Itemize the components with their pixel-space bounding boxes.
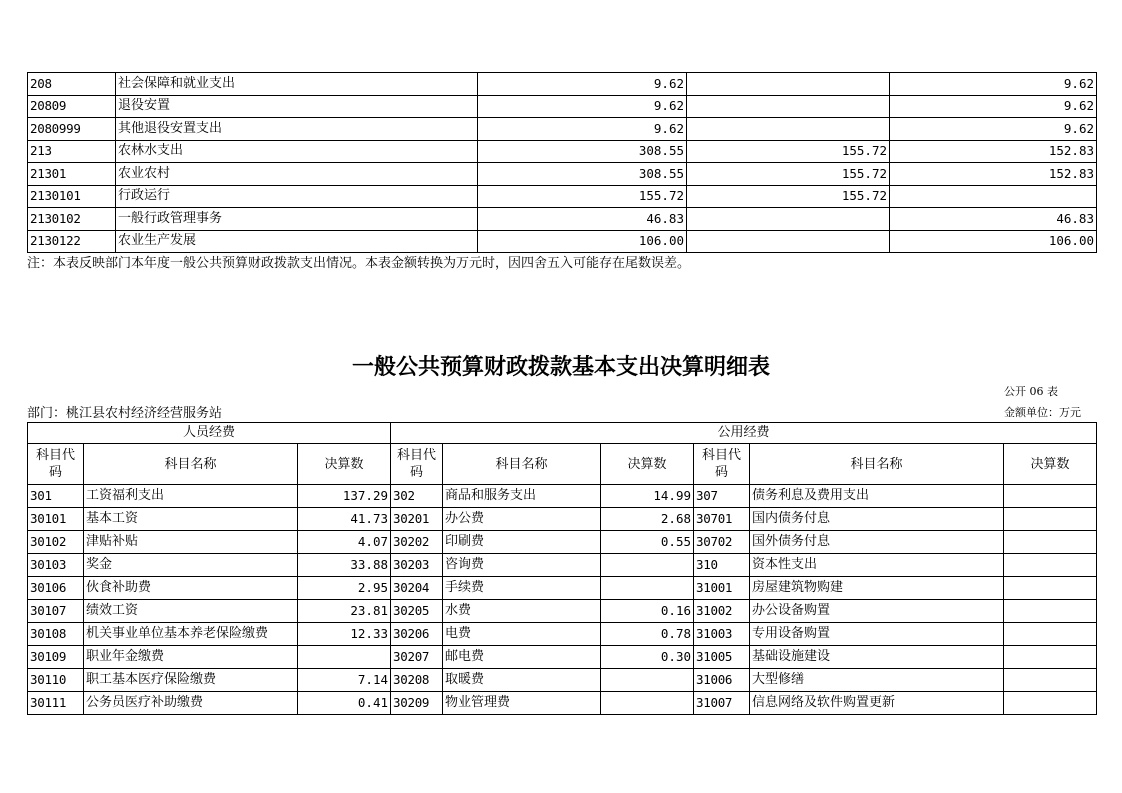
cell-goods-code: 30206 bbox=[391, 623, 443, 646]
amount-unit-label: 金额单位：万元 bbox=[1004, 406, 1081, 419]
cell-basic bbox=[687, 73, 890, 96]
cell-capital-code: 31001 bbox=[694, 577, 750, 600]
table-row bbox=[28, 531, 1097, 554]
cell-total: 106.00 bbox=[478, 230, 687, 253]
cell-goods-name: 印刷费 bbox=[443, 531, 601, 554]
cell-personnel-name: 津贴补贴 bbox=[84, 531, 298, 554]
cell-personnel-amount: 23.81 bbox=[298, 600, 391, 623]
cell-capital-code: 310 bbox=[694, 554, 750, 577]
table-row bbox=[28, 118, 1097, 141]
cell-personnel-code: 30109 bbox=[28, 646, 84, 669]
cell-capital-code: 31002 bbox=[694, 600, 750, 623]
cell-personnel-code: 30108 bbox=[28, 623, 84, 646]
cell-total: 155.72 bbox=[478, 185, 687, 208]
cell-personnel-code: 30101 bbox=[28, 508, 84, 531]
cell-goods-name: 办公费 bbox=[443, 508, 601, 531]
cell-project: 46.83 bbox=[890, 208, 1097, 231]
cell-goods-name: 物业管理费 bbox=[443, 692, 601, 715]
cell-capital-name: 国外债务付息 bbox=[750, 531, 1004, 554]
detail-table-body bbox=[28, 485, 1097, 715]
cell-capital-amount bbox=[1004, 692, 1097, 715]
cell-goods-amount: 0.30 bbox=[601, 646, 694, 669]
column-header-name: 科目名称 bbox=[443, 444, 601, 485]
cell-personnel-amount: 33.88 bbox=[298, 554, 391, 577]
cell-code: 20809 bbox=[28, 95, 116, 118]
table-row bbox=[28, 230, 1097, 253]
cell-capital-code: 31006 bbox=[694, 669, 750, 692]
cell-personnel-amount: 41.73 bbox=[298, 508, 391, 531]
table-row bbox=[28, 185, 1097, 208]
cell-code: 2130102 bbox=[28, 208, 116, 231]
cell-personnel-name: 基本工资 bbox=[84, 508, 298, 531]
cell-capital-name: 办公设备购置 bbox=[750, 600, 1004, 623]
cell-code: 213 bbox=[28, 140, 116, 163]
cell-capital-amount bbox=[1004, 600, 1097, 623]
cell-personnel-amount: 12.33 bbox=[298, 623, 391, 646]
column-header-name: 科目名称 bbox=[750, 444, 1004, 485]
column-header-amount: 决算数 bbox=[298, 444, 391, 485]
cell-goods-code: 30203 bbox=[391, 554, 443, 577]
cell-capital-name: 基础设施建设 bbox=[750, 646, 1004, 669]
cell-name: 社会保障和就业支出 bbox=[116, 73, 478, 96]
column-header-name: 科目名称 bbox=[84, 444, 298, 485]
cell-name: 农业农村 bbox=[116, 163, 478, 186]
cell-total: 9.62 bbox=[478, 73, 687, 96]
cell-goods-code: 30204 bbox=[391, 577, 443, 600]
page-title: 一般公共预算财政拨款基本支出决算明细表 bbox=[351, 354, 770, 380]
appropriation-expenditure-table bbox=[27, 72, 1097, 253]
cell-goods-name: 手续费 bbox=[443, 577, 601, 600]
column-header-code: 科目代码 bbox=[391, 444, 443, 485]
cell-project: 152.83 bbox=[890, 163, 1097, 186]
cell-goods-amount bbox=[601, 692, 694, 715]
cell-personnel-amount bbox=[298, 646, 391, 669]
cell-code: 2130101 bbox=[28, 185, 116, 208]
appropriation-table-body bbox=[28, 73, 1097, 253]
cell-goods-amount: 0.16 bbox=[601, 600, 694, 623]
cell-total: 9.62 bbox=[478, 118, 687, 141]
cell-capital-amount bbox=[1004, 669, 1097, 692]
cell-personnel-name: 绩效工资 bbox=[84, 600, 298, 623]
group-header-personnel: 人员经费 bbox=[28, 423, 391, 444]
column-header-code: 科目代码 bbox=[694, 444, 750, 485]
cell-goods-amount bbox=[601, 554, 694, 577]
cell-name: 农林水支出 bbox=[116, 140, 478, 163]
cell-goods-code: 302 bbox=[391, 485, 443, 508]
cell-total: 9.62 bbox=[478, 95, 687, 118]
cell-goods-amount bbox=[601, 577, 694, 600]
cell-personnel-amount: 2.95 bbox=[298, 577, 391, 600]
cell-personnel-code: 30102 bbox=[28, 531, 84, 554]
document-code: 公开 06 表 bbox=[1004, 385, 1058, 398]
cell-total: 46.83 bbox=[478, 208, 687, 231]
cell-capital-code: 31005 bbox=[694, 646, 750, 669]
cell-total: 308.55 bbox=[478, 140, 687, 163]
cell-personnel-code: 30106 bbox=[28, 577, 84, 600]
cell-goods-code: 30207 bbox=[391, 646, 443, 669]
cell-personnel-name: 工资福利支出 bbox=[84, 485, 298, 508]
cell-project: 9.62 bbox=[890, 73, 1097, 96]
cell-capital-amount bbox=[1004, 554, 1097, 577]
cell-capital-name: 国内债务付息 bbox=[750, 508, 1004, 531]
cell-capital-amount bbox=[1004, 485, 1097, 508]
cell-basic: 155.72 bbox=[687, 140, 890, 163]
cell-goods-amount bbox=[601, 669, 694, 692]
table-row bbox=[28, 623, 1097, 646]
cell-goods-name: 水费 bbox=[443, 600, 601, 623]
cell-name: 一般行政管理事务 bbox=[116, 208, 478, 231]
cell-capital-code: 31003 bbox=[694, 623, 750, 646]
cell-basic bbox=[687, 230, 890, 253]
cell-goods-amount: 0.78 bbox=[601, 623, 694, 646]
department-label: 部门：桃江县农村经济经营服务站 bbox=[27, 406, 223, 421]
cell-goods-code: 30205 bbox=[391, 600, 443, 623]
cell-basic bbox=[687, 208, 890, 231]
cell-personnel-name: 机关事业单位基本养老保险缴费 bbox=[84, 623, 298, 646]
cell-goods-amount: 14.99 bbox=[601, 485, 694, 508]
cell-capital-amount bbox=[1004, 508, 1097, 531]
cell-goods-name: 取暖费 bbox=[443, 669, 601, 692]
table-row bbox=[28, 508, 1097, 531]
cell-capital-code: 31007 bbox=[694, 692, 750, 715]
cell-code: 208 bbox=[28, 73, 116, 96]
cell-goods-code: 30208 bbox=[391, 669, 443, 692]
cell-capital-amount bbox=[1004, 577, 1097, 600]
cell-capital-amount bbox=[1004, 531, 1097, 554]
cell-code: 2080999 bbox=[28, 118, 116, 141]
table-row bbox=[28, 600, 1097, 623]
column-header-amount: 决算数 bbox=[1004, 444, 1097, 485]
cell-personnel-name: 职工基本医疗保险缴费 bbox=[84, 669, 298, 692]
cell-goods-amount: 2.68 bbox=[601, 508, 694, 531]
cell-capital-name: 房屋建筑物购建 bbox=[750, 577, 1004, 600]
cell-capital-name: 信息网络及软件购置更新 bbox=[750, 692, 1004, 715]
cell-personnel-code: 30107 bbox=[28, 600, 84, 623]
group-header-row bbox=[28, 423, 1097, 444]
cell-code: 21301 bbox=[28, 163, 116, 186]
group-header-public: 公用经费 bbox=[391, 423, 1097, 444]
table-note: 注：本表反映部门本年度一般公共预算财政拨款支出情况。本表金额转换为万元时，因四舍五入可能存在尾数误差。 bbox=[27, 256, 691, 271]
cell-personnel-amount: 137.29 bbox=[298, 485, 391, 508]
cell-capital-amount bbox=[1004, 646, 1097, 669]
cell-capital-name: 资本性支出 bbox=[750, 554, 1004, 577]
cell-personnel-amount: 4.07 bbox=[298, 531, 391, 554]
cell-personnel-name: 公务员医疗补助缴费 bbox=[84, 692, 298, 715]
basic-expenditure-detail-table bbox=[27, 422, 1097, 715]
cell-capital-code: 307 bbox=[694, 485, 750, 508]
table-row bbox=[28, 554, 1097, 577]
cell-project bbox=[890, 185, 1097, 208]
cell-basic bbox=[687, 95, 890, 118]
cell-basic: 155.72 bbox=[687, 163, 890, 186]
cell-name: 退役安置 bbox=[116, 95, 478, 118]
table-row bbox=[28, 577, 1097, 600]
cell-name: 其他退役安置支出 bbox=[116, 118, 478, 141]
cell-basic bbox=[687, 118, 890, 141]
cell-goods-code: 30202 bbox=[391, 531, 443, 554]
column-header-row bbox=[28, 444, 1097, 485]
cell-name: 行政运行 bbox=[116, 185, 478, 208]
table-row bbox=[28, 485, 1097, 508]
cell-project: 9.62 bbox=[890, 118, 1097, 141]
cell-goods-name: 商品和服务支出 bbox=[443, 485, 601, 508]
cell-code: 2130122 bbox=[28, 230, 116, 253]
cell-capital-name: 债务利息及费用支出 bbox=[750, 485, 1004, 508]
cell-basic: 155.72 bbox=[687, 185, 890, 208]
cell-personnel-name: 职业年金缴费 bbox=[84, 646, 298, 669]
cell-personnel-code: 301 bbox=[28, 485, 84, 508]
table-row bbox=[28, 208, 1097, 231]
cell-project: 9.62 bbox=[890, 95, 1097, 118]
cell-project: 106.00 bbox=[890, 230, 1097, 253]
table-row bbox=[28, 646, 1097, 669]
cell-goods-name: 咨询费 bbox=[443, 554, 601, 577]
cell-personnel-code: 30110 bbox=[28, 669, 84, 692]
column-header-code: 科目代码 bbox=[28, 444, 84, 485]
cell-personnel-code: 30103 bbox=[28, 554, 84, 577]
cell-capital-code: 30702 bbox=[694, 531, 750, 554]
cell-capital-name: 大型修缮 bbox=[750, 669, 1004, 692]
cell-personnel-amount: 0.41 bbox=[298, 692, 391, 715]
table-row bbox=[28, 140, 1097, 163]
cell-capital-code: 30701 bbox=[694, 508, 750, 531]
table-row bbox=[28, 95, 1097, 118]
cell-goods-name: 电费 bbox=[443, 623, 601, 646]
cell-total: 308.55 bbox=[478, 163, 687, 186]
cell-personnel-name: 奖金 bbox=[84, 554, 298, 577]
cell-capital-name: 专用设备购置 bbox=[750, 623, 1004, 646]
cell-capital-amount bbox=[1004, 623, 1097, 646]
cell-goods-code: 30209 bbox=[391, 692, 443, 715]
cell-name: 农业生产发展 bbox=[116, 230, 478, 253]
cell-personnel-amount: 7.14 bbox=[298, 669, 391, 692]
table-row bbox=[28, 163, 1097, 186]
cell-goods-name: 邮电费 bbox=[443, 646, 601, 669]
table-row bbox=[28, 692, 1097, 715]
cell-goods-code: 30201 bbox=[391, 508, 443, 531]
cell-goods-amount: 0.55 bbox=[601, 531, 694, 554]
cell-personnel-name: 伙食补助费 bbox=[84, 577, 298, 600]
cell-personnel-code: 30111 bbox=[28, 692, 84, 715]
table-row bbox=[28, 73, 1097, 96]
cell-project: 152.83 bbox=[890, 140, 1097, 163]
column-header-amount: 决算数 bbox=[601, 444, 694, 485]
table-row bbox=[28, 669, 1097, 692]
